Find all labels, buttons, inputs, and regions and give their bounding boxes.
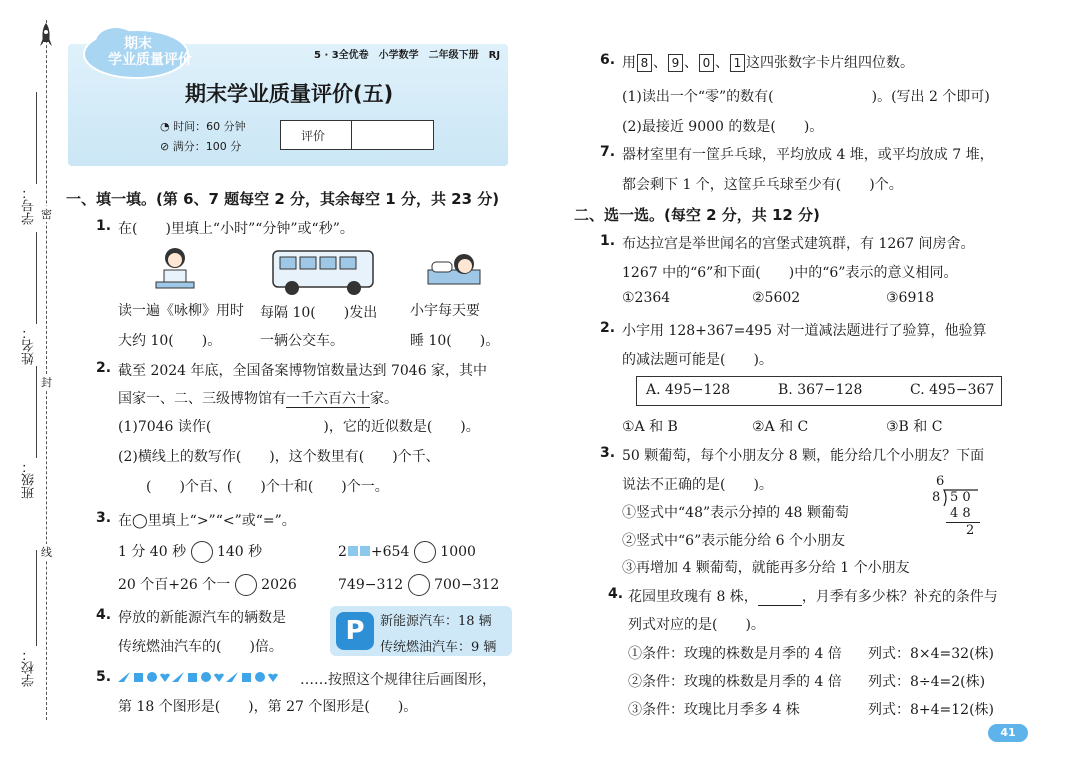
q1-c3b: 睡 10( )。 <box>410 333 500 349</box>
q2-line1: 截至 2024 年底，全国备案博物馆数量达到 7046 家，其中 <box>118 363 488 379</box>
q5-line2: 第 18 个图形是( )，第 27 个图形是( )。 <box>118 699 418 715</box>
q4-info1: 新能源汽车：18 辆 <box>380 614 492 629</box>
clock-icon: ◔ <box>160 120 170 133</box>
s2q3-line2: 说法不正确的是( )。 <box>622 477 773 493</box>
reading-child-icon <box>150 244 200 294</box>
s2q2-o1[interactable]: ①A 和 B <box>622 419 678 435</box>
division-divisor: 8 <box>932 490 941 505</box>
s2q3-line1: 50 颗葡萄，每个小朋友分 8 颗，能分给几个小朋友？下面 <box>622 448 985 464</box>
card-8: 8 <box>637 54 652 72</box>
q1-c1a: 读一遍《咏柳》用时 <box>118 303 244 319</box>
s2q2-line2: 的减法题可能是( )。 <box>622 352 773 368</box>
card-0: 0 <box>699 54 714 72</box>
s2q3-num: 3. <box>600 445 616 461</box>
q1-c3a: 小宇每天要 <box>410 303 480 319</box>
q1-c1b: 大约 10( )。 <box>118 333 222 349</box>
q2-s2: (2)横线上的数写作( )，这个数里有( )个千、 <box>118 449 440 465</box>
q1-c2a: 每隔 10( )发出 <box>260 305 378 321</box>
division-product: 4 8 <box>950 506 971 521</box>
q1-c2b: 一辆公交车。 <box>260 333 344 349</box>
banji-line[interactable] <box>36 366 37 458</box>
seal-xian: 线 <box>41 546 52 559</box>
check-icon: ⊘ <box>160 140 170 153</box>
q7-line2: 都会剩下 1 个，这筐乒乓球至少有( )个。 <box>622 177 903 193</box>
score-label: ⊘ 满分：100 分 <box>160 140 242 153</box>
s2q1-o2[interactable]: ②5602 <box>752 290 801 306</box>
division-dividend: 5 0 <box>950 490 971 505</box>
q7-line1: 器材室里有一筐乒乓球，平均放成 4 堆，或平均放成 7 堆， <box>622 147 994 163</box>
division-quotient: 6 <box>936 474 945 489</box>
q3-b-circle[interactable] <box>414 541 436 563</box>
q3-d-circle[interactable] <box>408 574 430 596</box>
binding-dash-line <box>46 20 47 720</box>
s2q2-a: A. 495−128 <box>646 382 731 398</box>
label-xuehao: 学号： <box>22 186 37 225</box>
s2q1-num: 1. <box>600 233 616 249</box>
q2-s1: (1)7046 读作( )，它的近似数是( )。 <box>118 419 480 435</box>
q4-line2: 传统燃油汽车的( )倍。 <box>118 639 283 655</box>
q3-a-circle[interactable] <box>191 541 213 563</box>
section1-heading: 一、填一填。(第 6、7 题每空 2 分，其余每空 1 分，共 23 分) <box>66 190 500 208</box>
q6-s2: (2)最接近 9000 的数是( )。 <box>622 119 824 135</box>
series-info: 5 · 3全优卷 小学数学 二年级下册 RJ <box>314 50 501 61</box>
q3-a: 1 分 40 秒 140 秒 <box>118 541 262 563</box>
sleeping-child-icon <box>426 248 482 288</box>
s2q4-o3[interactable]: ③条件：玫瑰比月季多 4 株 <box>628 702 800 718</box>
q7-num: 7. <box>600 144 616 160</box>
s2q1-line2: 1267 中的“6”和下面( )中的“6”表示的意义相同。 <box>622 265 958 281</box>
s2q4-num: 4. <box>608 586 624 602</box>
q4-info2: 传统燃油汽车：9 辆 <box>380 640 497 655</box>
card-1: 1 <box>730 54 745 72</box>
s2q3-o3[interactable]: ③再增加 4 颗葡萄，就能再多分给 1 个小朋友 <box>622 560 910 576</box>
q2-num: 2. <box>96 360 112 376</box>
q6-num: 6. <box>600 52 616 68</box>
pattern-square-icon <box>134 673 143 682</box>
s2q1-line1: 布达拉宫是举世闻名的宫堡式建筑群，有 1267 间房舍。 <box>622 236 975 252</box>
q3-text: 在◯里填上“>”“<”或“=”。 <box>118 513 296 529</box>
q3-b-blank1[interactable] <box>348 546 358 556</box>
q3-b: 2 +654 1000 <box>338 541 476 563</box>
bus-icon <box>270 248 376 298</box>
page-number: 41 <box>988 724 1028 742</box>
division-rule <box>946 522 980 523</box>
s2q4-blank[interactable] <box>758 589 802 606</box>
q4-line1: 停放的新能源汽车的辆数是 <box>118 610 286 626</box>
evaluation-box <box>280 120 434 150</box>
q3-c: 20 个百+26 个一 2026 <box>118 574 297 596</box>
q4-num: 4. <box>96 607 112 623</box>
card-9: 9 <box>668 54 683 72</box>
s2q2-line1: 小宇用 128+367=495 对一道减法题进行了验算，他验算 <box>622 323 987 339</box>
seal-feng: 封 <box>41 376 52 389</box>
q6-s1: (1)读出一个“零”的数有( )。(写出 2 个即可) <box>622 89 990 105</box>
xuexiao-line[interactable] <box>36 550 37 646</box>
seal-mi: 密 <box>41 208 52 221</box>
s2q4-f2: 列式：8÷4=2(株) <box>868 674 986 690</box>
q3-c-circle[interactable] <box>235 574 257 596</box>
pingjia-label: 评价 <box>301 129 326 143</box>
xuehao-line[interactable] <box>36 92 37 184</box>
rocket-icon <box>38 22 54 50</box>
division-remainder: 2 <box>966 523 975 538</box>
q1-num: 1. <box>96 218 112 234</box>
shape-pattern-sequence <box>118 670 298 684</box>
q3-b-blank2[interactable] <box>360 546 370 556</box>
page-title: 期末学业质量评价(五) <box>185 82 394 106</box>
section2-heading: 二、选一选。(每空 2 分，共 12 分) <box>574 206 820 224</box>
s2q1-o1[interactable]: ①2364 <box>622 290 671 306</box>
badge-text: 期末 学业质量评价 <box>108 36 192 68</box>
s2q4-f3: 列式：8+4=12(株) <box>868 702 995 718</box>
s2q3-o2[interactable]: ②竖式中“6”表示能分给 6 个小朋友 <box>622 533 846 549</box>
q3-d: 749−312 700−312 <box>338 574 499 596</box>
s2q4-o1[interactable]: ①条件：玫瑰的株数是月季的 4 倍 <box>628 646 842 662</box>
s2q2-num: 2. <box>600 320 616 336</box>
s2q1-o3[interactable]: ③6918 <box>886 290 935 306</box>
q2-underlined-number: 一千六百六十 <box>286 391 370 407</box>
q3-num: 3. <box>96 510 112 526</box>
pattern-heart-icon <box>160 674 170 682</box>
q2-line2: 国家一、二、三级博物馆有一千六百六十家。 <box>118 391 398 407</box>
parking-icon: P <box>336 612 374 650</box>
time-label: ◔ 时间：60 分钟 <box>160 120 246 133</box>
q2-s3: ( )个百、( )个十和( )个一。 <box>146 479 389 495</box>
s2q2-b: B. 367−128 <box>778 382 863 398</box>
label-xingming: 姓名： <box>22 326 37 365</box>
s2q2-c: C. 495−367 <box>910 382 995 398</box>
s2q3-o1[interactable]: ①竖式中“48”表示分掉的 48 颗葡萄 <box>622 505 849 521</box>
pattern-circle-icon <box>147 672 157 682</box>
s2q4-f1: 列式：8×4=32(株) <box>868 646 995 662</box>
q5-num: 5. <box>96 669 112 685</box>
q5-line1: ……按照这个规律往后画图形， <box>300 672 496 688</box>
s2q2-o3[interactable]: ③B 和 C <box>886 419 943 435</box>
label-banji: 班级： <box>22 460 37 499</box>
q6-line: 用 8 、 9 、 0 、 1 这四张数字卡片组四位数。 <box>622 55 914 71</box>
s2q4-line1: 花园里玫瑰有 8 株， ，月季有多少株？补充的条件与 <box>628 589 998 605</box>
pattern-triangle-icon <box>118 672 130 682</box>
s2q4-o2[interactable]: ②条件：玫瑰的株数是月季的 4 倍 <box>628 674 842 690</box>
xingming-line[interactable] <box>36 232 37 324</box>
s2q4-line2: 列式对应的是( )。 <box>628 617 765 633</box>
q1-text: 在( )里填上“小时”“分钟”或“秒”。 <box>118 221 354 237</box>
s2q2-o2[interactable]: ②A 和 C <box>752 419 809 435</box>
label-xuexiao: 学校： <box>22 648 37 687</box>
evaluation-input[interactable] <box>353 121 431 149</box>
